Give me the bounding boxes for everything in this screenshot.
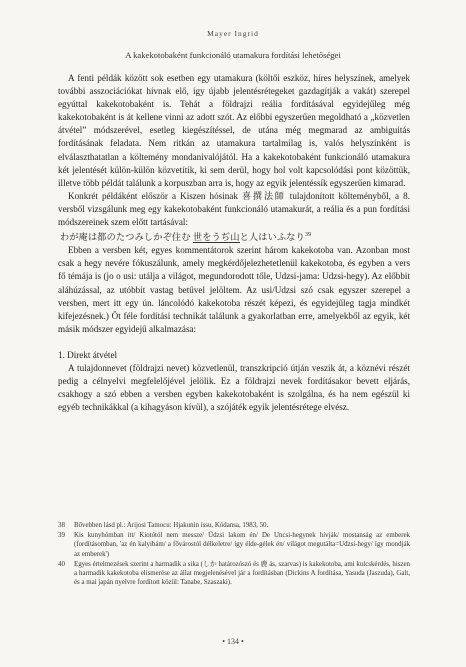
poem-part-b: 世をうぢ山 [193,232,240,243]
paragraph-1 [58,72,410,190]
poem-line [58,229,410,244]
poem-part-a: わが庵は都のたつみしかぞ住む [60,232,194,243]
footnote [58,521,410,530]
running-head: Mayer Ingrid [207,29,259,38]
footnote-ref-39[interactable]: 39 [304,232,312,239]
folio-dot-left: • [222,637,227,646]
page-number [0,637,466,646]
section-title: A kakekotobaként funkcionáló utamakura fordítási lehetőségei [125,50,341,60]
paragraph-2 [58,190,410,229]
paragraph-4-text: A tulajdonnevet (földrajzi nevet) közvetlenül, transzkripció útján veszik át, a köznévi részét pedig a célnyelvi megfelelőjével jelölik. Ez a földrajzi nevek fordításakor bevett eljárás, csakhogy a szó ebben a versben egyben kakekotobaként is szolgálna, és ha nem egészül ki egyéb technikákkal (a kihagyáson kívül), a szójáték egyik jelentésrétege elvész. [58,363,410,413]
footnote-number: 39 [58,532,65,540]
footnote-number: 40 [58,560,65,568]
body-text [58,72,410,414]
section-heading: 1. Direkt átvétel [58,349,118,360]
paragraph-3-text: Ebben a versben két, egyes kommentátorok szerint három kakekotoba van. Azonban most csak a hegy nevére fókuszálunk, amely megkérdőjelezhetetlenül kakekotoba, és egyben a vers fő témája is (jo o usi: utálja a világot, megundorodott tőle, Udzsi-jama: Udzsi-hegy). Az előbbit aláhúzással, az utóbbit vastag betűvel jelöltem. Az usi/Udzsi szó csak egyszer szerepel a versben, mert itt egy ún. láncolódó kakekotoba részét képezi, és egyidejűleg tagja mindkét kifejezésnek.) Öt féle fordítási technikát találunk a gyakorlatban erre, amelyekből az egyik, két másik módszer egyidejű alkalmazása: [58,245,410,334]
footnotes [58,521,410,588]
footnote-text: Kis kunyhómban itt/ Kiotótól nem messze/ Üdzsi lakom én/ De Uncsi-hegynek hívják/ mostanság az emberek (fordításomban, 'az én kalyibám/ a fővárostól délkeletre/ így élde-gélek én/ világot megutálta=Udzsi-hegy/ így mondják az emberek') [74,532,410,558]
footnote-text: Bővebben lásd pl.: Arijosi Tamocu: Hjakunin issu, Kódansa, 1983, 50. [74,522,269,529]
footnote [58,531,410,559]
footnote [58,560,410,588]
page-number-value: 134 [227,637,239,646]
paragraph-1-text: A fenti példák között sok esetben egy utamakura (költői eszköz, híres helyszínek, amelyek további asszociációkat hívnak elő, így újabb jelentésrétegeket gazdagítják a vakát) szerepel egyúttal kakekotobaként is. Tehát a földrajzi reália fordításával egyidejűleg még kakekotobaként is át kellene vinni az adott szót. Az előbbi egyszerűen megoldható a „közvetlen átvétel” módszerével, esetleg kiegészítéssel, de utána még megmarad az ambiguitás fordításának feladata. Nem ritkán az utamakura tartalmilag is, valós helyszínként is elválaszthatatlan a költemény mondanivalójától. Ha a kakekotobaként funkcionáló utamakura két jelentését külön-külön közvetítik, ki sem derül, hogy hol volt kapcsolódási pont közöttük, illetve több példát találunk a korpuszban arra is, hogy az egyik jelentéssík egyszerűen kimarad. [58,73,410,188]
poem-part-c: と人はいふなり [239,232,305,243]
footnote-text: Egyes értelmezések szerint a harmadik a sika (しか határozószó és 鹿 ás, szarvas) is kakekotoba, ami kulcskérdés, hiszen a harmadik kakekotoba elismerése az állat megjelenésével jár a fordításban (Dickins A fordítása, Yasuda (Jaszuda), Galt, és a mai japán nyelvre fordított közül: Tanabe, Szaszaki). [74,560,410,587]
folio-dot-right: • [239,637,244,646]
paragraph-3 [58,244,410,336]
paragraph-4 [58,362,410,414]
footnote-number: 38 [58,522,65,529]
paragraph-2-text: Konkrét példáként először a Kiszen hósinak 喜撰法師 tulajdonított költeményből, a 8. versből vizsgálunk meg egy kakekotobaként funkcionáló utamakurát, a reália és a pun fordítási módszereinek szem előtt tartásával: [58,190,410,228]
